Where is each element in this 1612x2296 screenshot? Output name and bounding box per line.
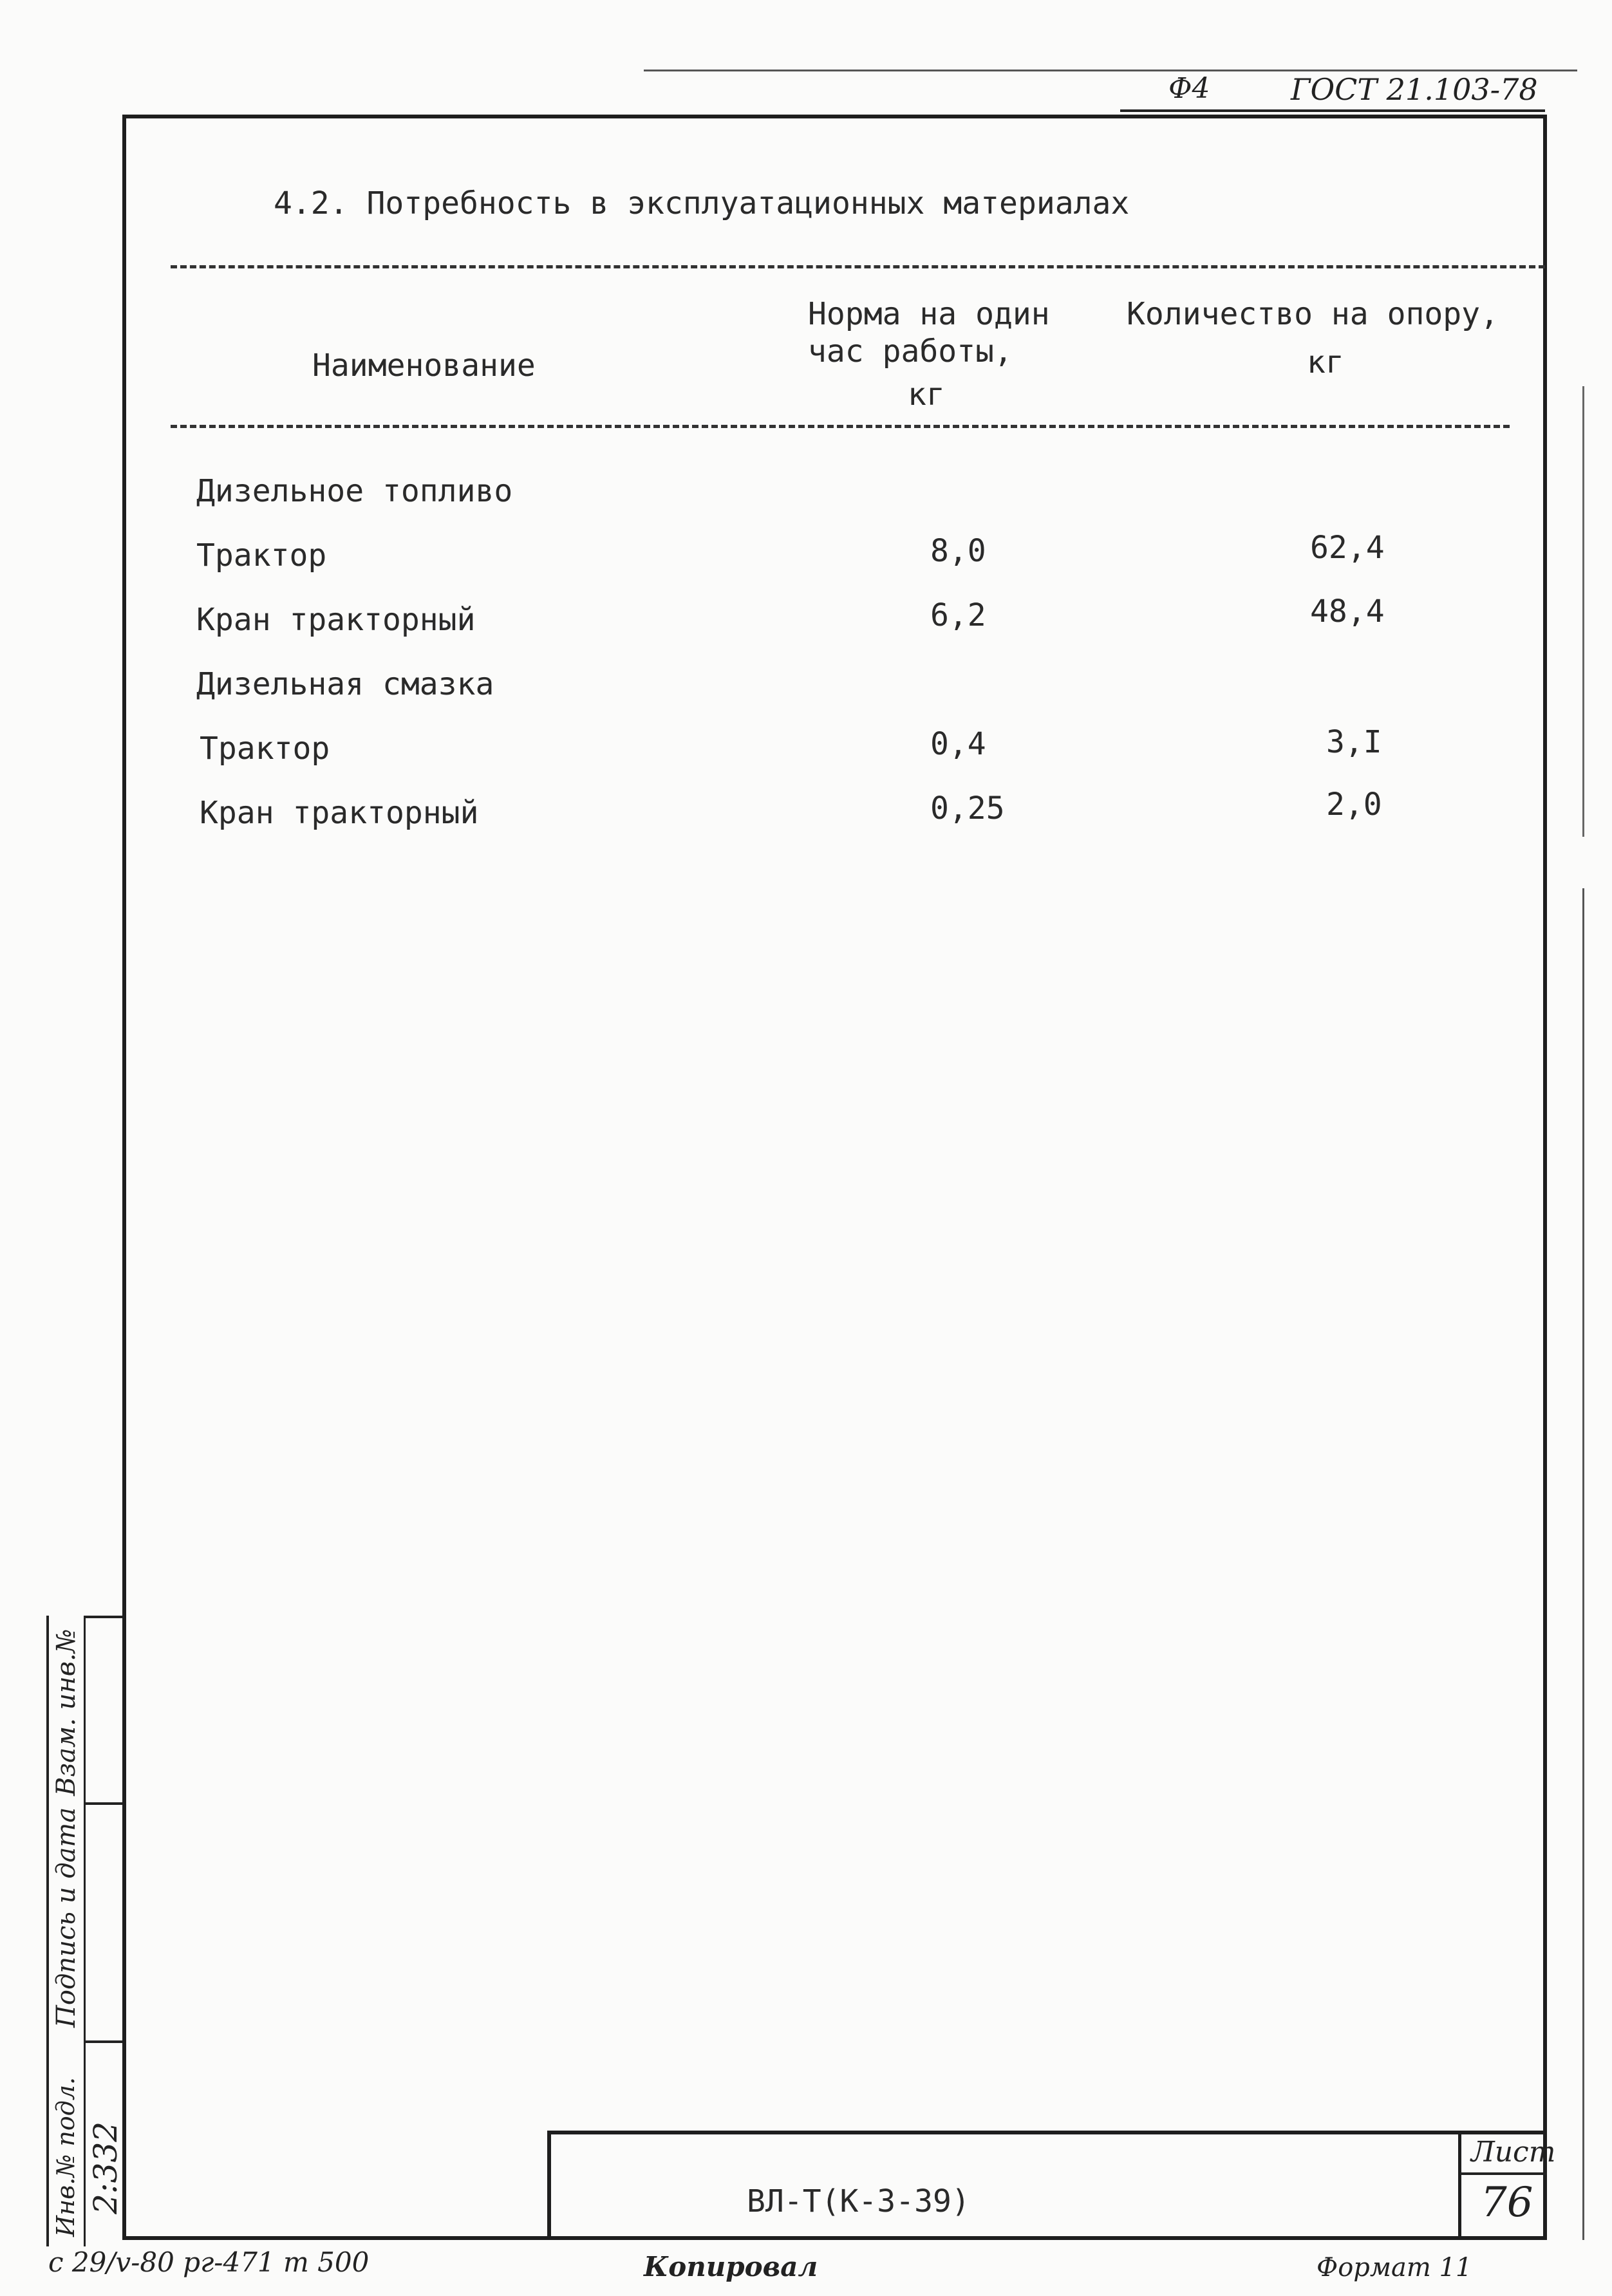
row-qty: 3,I xyxy=(1326,724,1382,760)
header-bottom-line xyxy=(1120,109,1545,112)
section-title: 4.2. Потребность в эксплуатационных материалах xyxy=(274,185,1130,221)
sidebar-top-line xyxy=(84,1616,122,1618)
right-margin-line xyxy=(1582,386,1584,837)
column-header-qty-unit: кг xyxy=(1307,344,1344,380)
sidebar-divider-1 xyxy=(84,1802,122,1805)
table-top-dashed-line xyxy=(171,265,1545,268)
row-name: Трактор xyxy=(196,537,327,574)
header-top-line xyxy=(644,70,1577,71)
sidebar-label-signature-date: Подпись и дата xyxy=(52,1807,81,2028)
row-qty: 48,4 xyxy=(1310,593,1385,630)
footer-left-note: с 29/v-80 рг-471 т 500 xyxy=(48,2246,370,2278)
table-header-dashed-line xyxy=(171,425,1510,428)
row-norm: 6,2 xyxy=(930,597,986,633)
sidebar-inner-line xyxy=(84,1616,86,2246)
column-header-norm-line2: час работы, xyxy=(808,333,1013,369)
sheet-number: 76 xyxy=(1481,2179,1533,2226)
row-name: Кран тракторный xyxy=(200,795,479,831)
column-header-norm-unit: кг xyxy=(908,377,945,413)
sheet-label: Лист xyxy=(1471,2136,1556,2169)
row-name: Трактор xyxy=(200,731,330,767)
document-designation: ВЛ-Т(К-3-39) xyxy=(747,2183,970,2219)
sidebar-inventory-number: 2:332 xyxy=(87,2121,124,2214)
footer-format: Формат 11 xyxy=(1317,2253,1472,2282)
title-block xyxy=(547,2131,1547,2240)
sidebar-label-replacement-inventory: Взам. инв.№ xyxy=(52,1629,81,1796)
right-margin-line-lower xyxy=(1582,888,1584,2240)
sidebar-label-original-inventory: Инв.№ подл. xyxy=(52,2077,80,2237)
drawing-frame xyxy=(122,115,1547,2240)
footer-copied-by: Копировал xyxy=(644,2251,818,2282)
row-norm: 0,4 xyxy=(930,726,986,762)
row-norm: 8,0 xyxy=(930,533,986,569)
column-header-norm-line1: Норма на один xyxy=(808,296,1050,332)
row-norm: 0,25 xyxy=(930,790,1005,826)
row-name: Дизельная смазка xyxy=(196,666,494,702)
standard-code: ГОСТ 21.103-78 xyxy=(1291,72,1538,107)
sheet-box-divider xyxy=(1460,2172,1547,2175)
column-header-qty-line1: Количество на опору, xyxy=(1127,296,1499,332)
row-name: Кран тракторный xyxy=(196,602,476,638)
row-qty: 62,4 xyxy=(1310,530,1385,566)
format-mark: Ф4 xyxy=(1168,72,1210,105)
row-qty: 2,0 xyxy=(1326,787,1382,823)
column-header-name: Наименование xyxy=(312,348,536,384)
row-name: Дизельное топливо xyxy=(196,473,513,509)
sidebar-outer-line xyxy=(46,1616,49,2246)
sidebar-divider-2 xyxy=(84,2040,122,2043)
